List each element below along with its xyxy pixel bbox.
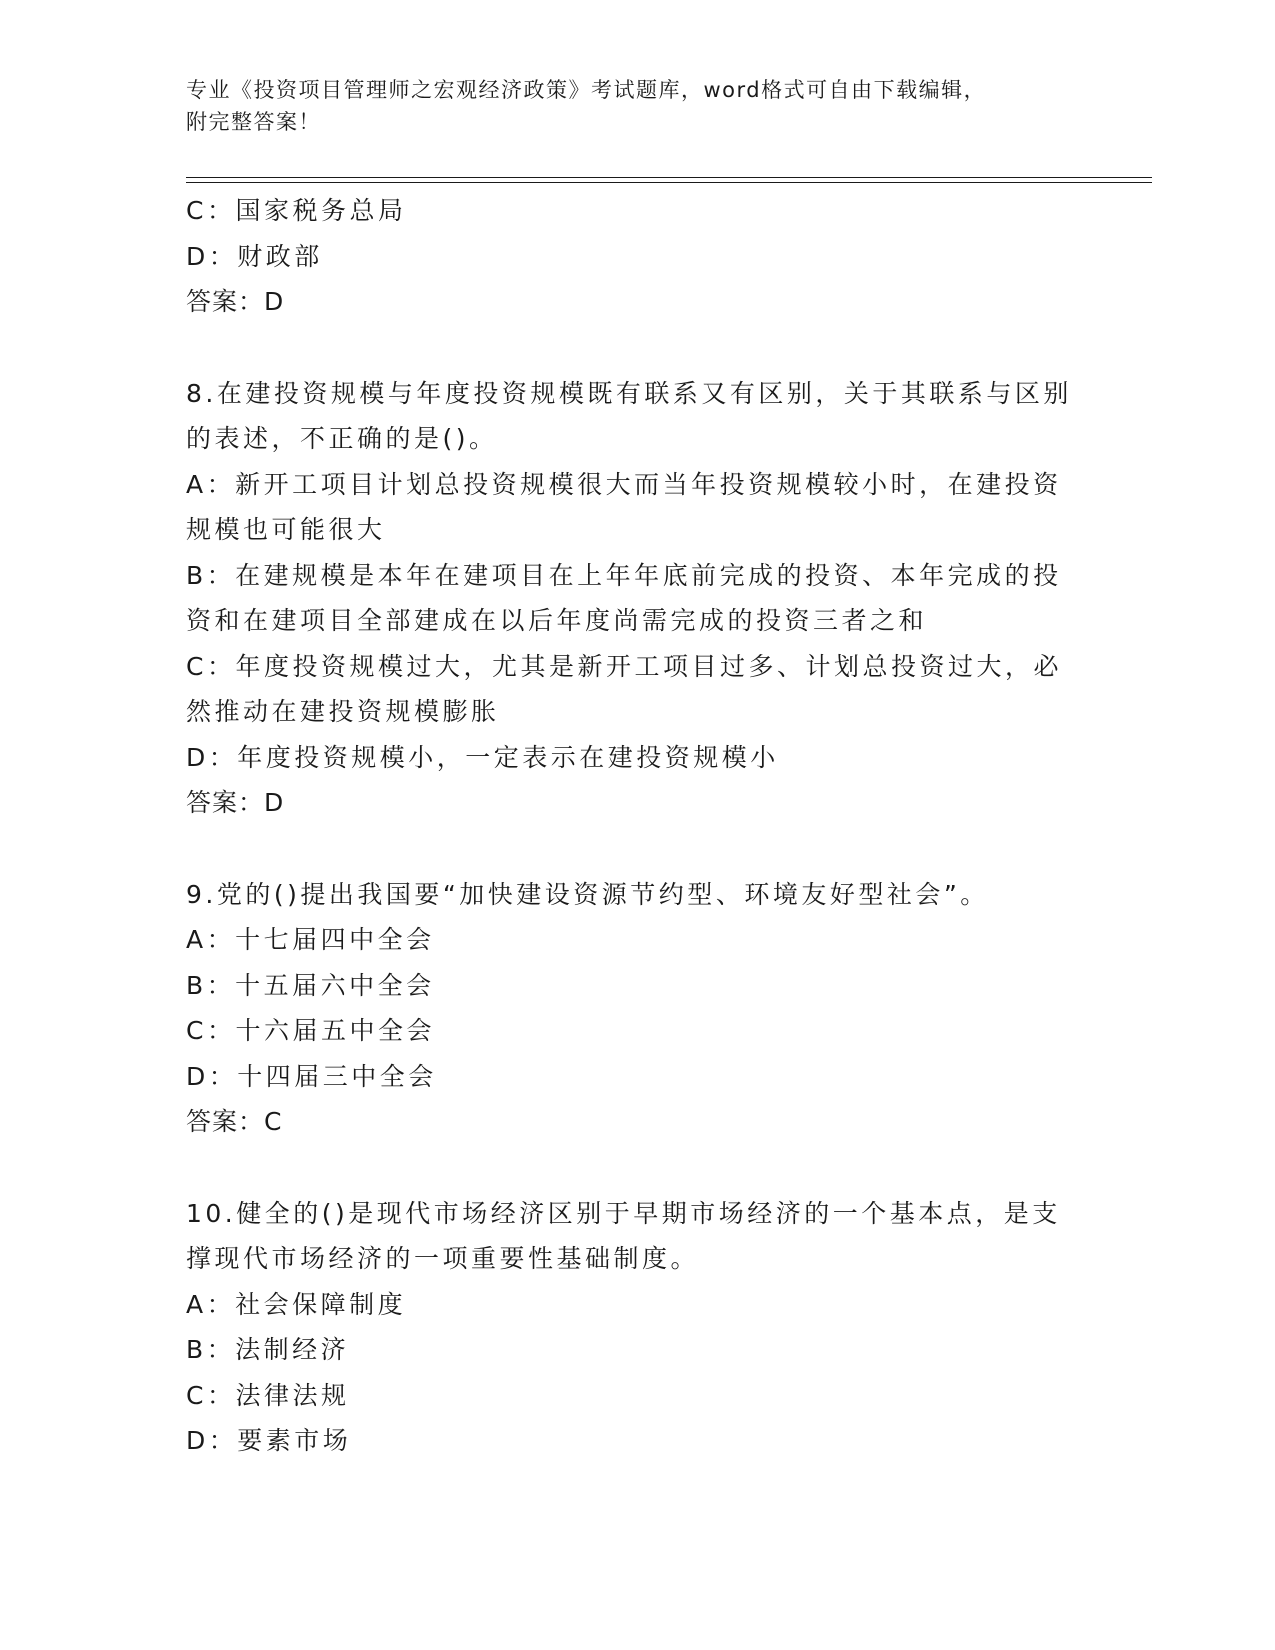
answer-line: 答案：C [186,1107,283,1136]
option-a: A：新开工项目计划总投资规模很大而当年投资规模较小时，在建投资规模也可能很大 [186,469,1062,544]
question-stem: 9.党的()提出我国要“加快建设资源节约型、环境友好型社会”。 [186,879,989,909]
question-stem: 8.在建投资规模与年度投资规模既有联系又有区别，关于其联系与区别的表述，不正确的是()。 [186,378,1072,453]
question-8 [186,371,1076,826]
option-b: B：法制经济 [186,1335,350,1364]
answer-line: 答案：D [186,287,285,316]
option-d: D：十四届三中全会 [186,1061,437,1091]
option-d: D：年度投资规模小，一定表示在建投资规模小 [186,742,779,772]
question-stem: 10.健全的()是现代市场经济区别于早期市场经济的一个基本点，是支撑现代市场经济的一项重要性基础制度。 [186,1198,1061,1273]
prev-question-tail [186,188,1076,325]
option-b: B：十五届六中全会 [186,970,435,1000]
option-d: D：要素市场 [186,1426,352,1455]
option-d: D：财政部 [186,241,323,271]
spacer [186,325,1076,371]
option-a: A：十七届四中全会 [186,925,435,954]
header-rule-top [186,177,1152,178]
option-c: C：年度投资规模过大，尤其是新开工项目过多、计划总投资过大，必然推动在建投资规模膨胀 [186,651,1062,726]
spacer [186,826,1076,872]
header-rule-bottom [186,182,1152,183]
option-c: C：国家税务总局 [186,196,407,225]
header-line-2: 附完整答案！ [186,110,321,134]
spacer [186,1145,1076,1191]
option-b: B：在建规模是本年在建项目在上年年底前完成的投资、本年完成的投资和在建项目全部建成在以后年度尚需完成的投资三者之和 [186,560,1062,635]
question-list [186,188,1076,1464]
question-9 [186,872,1076,1145]
answer-line: 答案：D [186,788,285,817]
option-a: A：社会保障制度 [186,1289,407,1319]
option-c: C：十六届五中全会 [186,1016,435,1045]
header-line-1: 专业《投资项目管理师之宏观经济政策》考试题库，word格式可自由下载编辑， [186,78,987,102]
question-10 [186,1191,1076,1464]
document-header [186,74,1086,138]
option-c: C：法律法规 [186,1380,350,1410]
